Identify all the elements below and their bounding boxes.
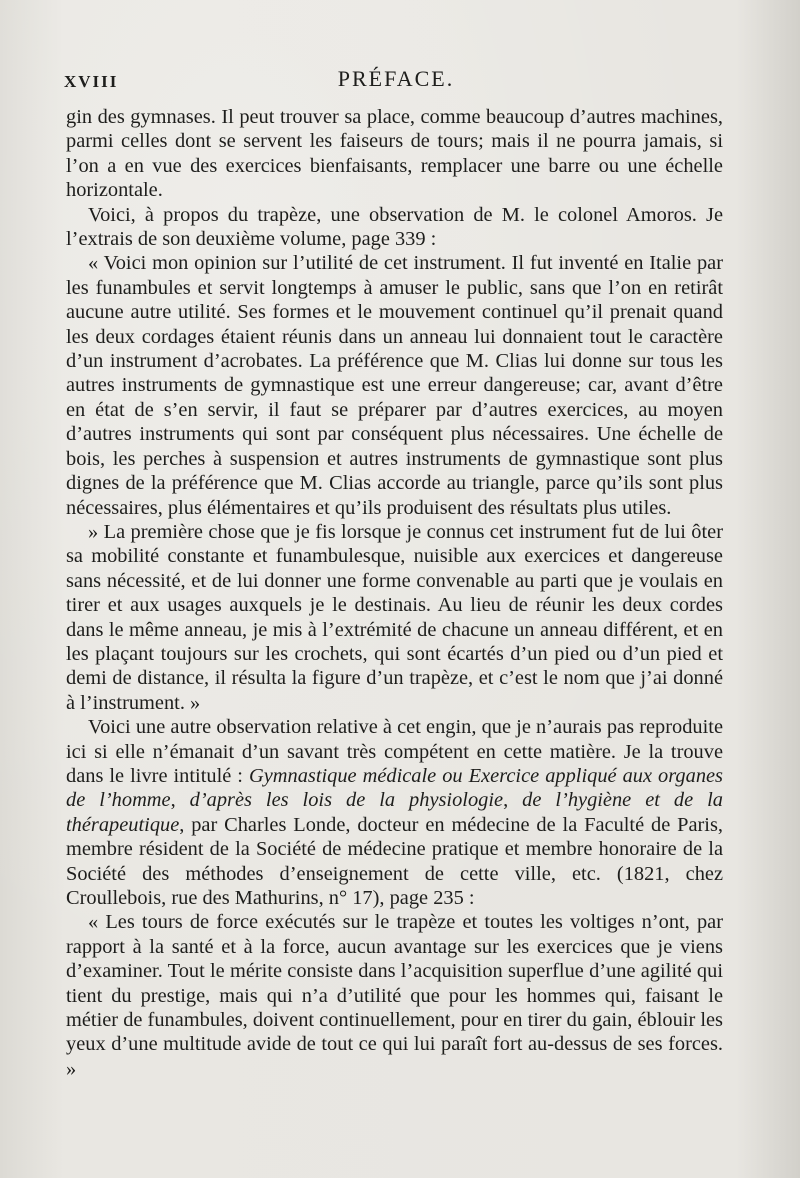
book-title: d’après les lois de la physiologie <box>189 789 504 812</box>
text-run: « Voici mon opinion sur l’utilité de cet instrument. Il fut inventé en Italie par les funambules et servit longtemps à amuser le public, sans que l’on en retirât aucune autre utilité. Ses formes et le mouvement continuel qu’il prenait quand les deux cordages étaient réunis dans un anneau lui donnaient tout le caractère d’un instrument d’acrobates. La préférence que M. Clias lui donne sur tous les autres instruments de gymnastique est une erreur dangereuse; car, avant d’être en état de s’en servir, il faut se préparer par d’autres exercices, au moyen d’autres instruments qui sont par conséquent plus nécessaires. Une échelle de bois, les perches à suspension et autres instruments de gymnastique sont plus dignes de la préférence que M. Clias accorde au triangle, parce qu’ils sont plus nécessaires, plus élémentaires et qu’ils produisent des résultats plus utiles. <box>66 252 723 519</box>
quotation-paragraph <box>66 251 723 519</box>
text-run: Voici une autre observation relative à cet engin, que je n’aurais pas reproduite ici si elle n’émanait d’un savant très compétent en cette matière. Je la trouve dans le livre intitulé : <box>66 716 723 787</box>
text-run: gin des gymnases. Il peut trouver sa place, comme beaucoup d’autres machines, parmi celles dont se servent les faiseurs de tours; mais il ne pourra jamais, si l’on a en vue des exercices bienfaisants, remplacer une barre ou une échelle horizontale. <box>66 106 723 202</box>
text-run: , <box>170 789 190 812</box>
page-header <box>64 64 728 98</box>
book-title: de l’hygiène et de la thérapeutique <box>66 789 723 836</box>
body-text <box>66 105 723 1081</box>
quotation-paragraph <box>66 910 723 1081</box>
running-title: PRÉFACE. <box>337 66 455 91</box>
book-title: Gymnastique médicale ou Exercice appliqué aux organes de l’homme <box>66 764 723 812</box>
text-run: , <box>503 789 523 812</box>
paragraph <box>66 715 723 910</box>
paragraph <box>66 203 723 252</box>
page-number: XVIII <box>64 72 119 91</box>
paragraph <box>66 105 723 203</box>
quotation-paragraph <box>66 520 723 715</box>
text-run: Voici, à propos du trapèze, une observation de M. le colonel Amoros. Je l’extrais de son deuxième volume, page 339 : <box>66 203 723 251</box>
text-run: « Les tours de force exécutés sur le trapèze et toutes les voltiges n’ont, par rapport à la santé et à la force, aucun avantage sur les exercices que je viens d’examiner. Tout le mérite consiste dans l’acquisition superflue d’une agilité qui tient du prestige, mais qui n’a d’utilité que pour les hommes qui, faisant le métier de funambules, doivent continuellement, pour en tirer du gain, éblouir les yeux d’une multitude avide de tout ce qui lui paraît fort au-dessus de ses forces. » <box>66 911 723 1080</box>
text-run: » La première chose que je fis lorsque je connus cet instrument fut de lui ôter sa mobilité constante et funambulesque, nuisible aux exercices et dangereuse sans nécessité, et de lui donner une forme convenable au parti que je voulais en tirer et aux usages auxquels je le destinais. Au lieu de réunir les deux cordes dans le même anneau, je mis à l’extrémité de chacune un anneau différent, et en les plaçant toujours sur les crochets, qui sont écartés d’un pied ou d’un pied et demi de distance, il résulta la figure d’un trapèze, et c’est le nom que j’ai donné à l’instrument. » <box>66 520 723 714</box>
text-run: , par Charles Londe, docteur en médecine de la Faculté de Paris, membre résident de la Société de médecine pratique et membre honoraire de la Société des méthodes d’enseignement de cette ville, etc. (1821, chez Croullebois, rue des Mathurins, n° 17), page 235 : <box>66 813 723 909</box>
